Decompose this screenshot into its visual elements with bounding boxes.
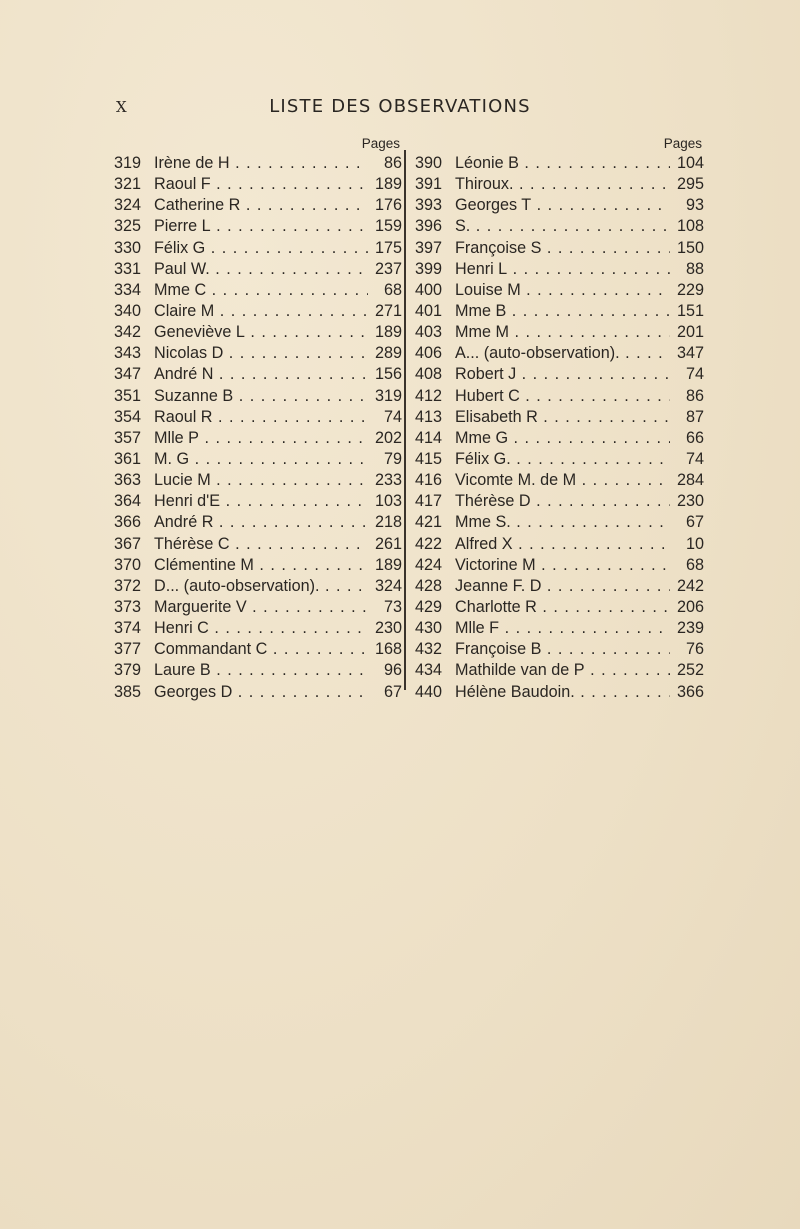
observation-number: 432: [415, 640, 443, 659]
list-item: [415, 597, 704, 618]
observation-number: 393: [415, 196, 443, 215]
observation-number: 415: [415, 449, 443, 468]
column-divider: [404, 150, 406, 690]
page-reference: 159: [374, 217, 402, 236]
person-name: D... (auto-observation). . . .: [154, 576, 368, 597]
person-name: Suzanne B . . .: [154, 386, 368, 407]
page-reference: 239: [676, 619, 704, 638]
page-reference: 66: [685, 428, 704, 447]
person-name: Mathilde van de P . . .: [455, 660, 670, 681]
observation-number: 397: [415, 238, 443, 257]
observation-number: 363: [114, 471, 142, 490]
list-item: [415, 512, 704, 533]
person-name: Catherine R . . .: [154, 195, 368, 216]
observation-number: 342: [114, 323, 142, 342]
observation-number: 330: [114, 238, 142, 257]
observation-number: 357: [114, 428, 142, 447]
person-name: Mlle P . . .: [154, 428, 368, 449]
person-name: Robert J . . .: [455, 364, 670, 385]
person-name: Raoul R . . .: [154, 407, 368, 428]
page-reference: 261: [374, 534, 402, 553]
observation-number: 334: [114, 280, 142, 299]
observation-number: 390: [415, 154, 443, 172]
observation-number: 416: [415, 471, 443, 490]
page-reference: 86: [383, 154, 402, 172]
page-reference: 67: [383, 682, 402, 701]
person-name: Clémentine M . . .: [154, 555, 368, 576]
page-reference: 74: [685, 449, 704, 468]
page-reference: 86: [685, 386, 704, 405]
person-name: Commandant C . . .: [154, 639, 368, 660]
person-name: Léonie B . . .: [455, 153, 670, 174]
list-item: [415, 301, 704, 322]
person-name: Paul W. . . .: [154, 259, 368, 280]
person-name: André R . . .: [154, 512, 368, 533]
person-name: Charlotte R . . .: [455, 597, 670, 618]
list-item: [415, 555, 704, 576]
page-reference: 189: [374, 555, 402, 574]
observation-number: 379: [114, 661, 142, 680]
pages-column-header: Pages: [361, 136, 400, 151]
observation-number: 325: [114, 217, 142, 236]
page-reference: 88: [685, 259, 704, 278]
person-name: Thérèse D . . .: [455, 491, 670, 512]
running-head: LISTE DES OBSERVATIONS: [269, 96, 531, 117]
page-reference: 74: [383, 407, 402, 426]
person-name: Raoul F . . .: [154, 174, 368, 195]
observation-number: 414: [415, 428, 443, 447]
observation-number: 424: [415, 555, 443, 574]
list-item: [114, 512, 402, 533]
list-item: [114, 682, 402, 703]
list-item: [415, 174, 704, 195]
observation-number: 413: [415, 407, 443, 426]
left-entry-list: [114, 153, 402, 703]
person-name: Alfred X . . .: [455, 534, 670, 555]
page-reference: 271: [374, 301, 402, 320]
page-reference: 93: [685, 196, 704, 215]
person-name: Mme S. . . .: [455, 512, 670, 533]
page-reference: 68: [685, 555, 704, 574]
person-name: Georges T . . .: [455, 195, 670, 216]
person-name: Henri d'E . . .: [154, 491, 368, 512]
page-reference: 10: [685, 534, 704, 553]
page-reference: 229: [676, 280, 704, 299]
right-column: [415, 135, 704, 703]
page-reference: 206: [676, 597, 704, 616]
list-item: [415, 280, 704, 301]
observation-number: 343: [114, 344, 142, 363]
list-item: [114, 238, 402, 259]
page-reference: 175: [374, 238, 402, 257]
observation-number: 367: [114, 534, 142, 553]
observation-number: 428: [415, 576, 443, 595]
list-item: [415, 660, 704, 681]
person-name: S. . . .: [455, 216, 670, 237]
person-name: M. G . . .: [154, 449, 368, 470]
person-name: Pierre L . . .: [154, 216, 368, 237]
page-reference: 218: [374, 513, 402, 532]
observation-number: 400: [415, 280, 443, 299]
person-name: Françoise S . . .: [455, 238, 670, 259]
list-item: [114, 470, 402, 491]
page-reference: 108: [676, 217, 704, 236]
person-name: Thérèse C . . .: [154, 534, 368, 555]
page-reference: 347: [676, 344, 704, 363]
list-item: [114, 449, 402, 470]
observation-number: 399: [415, 259, 443, 278]
list-item: [415, 364, 704, 385]
person-name: Hélène Baudoin. . . .: [455, 682, 670, 703]
list-item: [114, 301, 402, 322]
page-reference: 202: [374, 428, 402, 447]
person-name: Mlle F . . .: [455, 618, 670, 639]
person-name: Mme G . . .: [455, 428, 670, 449]
list-item: [114, 216, 402, 237]
page-reference: 67: [685, 513, 704, 532]
list-item: [114, 576, 402, 597]
page-reference: 151: [676, 301, 704, 320]
observation-number: 370: [114, 555, 142, 574]
observation-number: 366: [114, 513, 142, 532]
page-reference: 319: [374, 386, 402, 405]
list-item: [415, 343, 704, 364]
observation-number: 319: [114, 154, 142, 172]
observation-number: 421: [415, 513, 443, 532]
left-column: [114, 135, 402, 703]
page-reference: 73: [383, 597, 402, 616]
list-item: [415, 216, 704, 237]
page-reference: 252: [676, 661, 704, 680]
observation-number: 401: [415, 301, 443, 320]
list-item: [415, 259, 704, 280]
person-name: Nicolas D . . .: [154, 343, 368, 364]
page-reference: 295: [676, 175, 704, 194]
observation-number: 351: [114, 386, 142, 405]
observation-number: 347: [114, 365, 142, 384]
observation-number: 434: [415, 661, 443, 680]
page-reference: 189: [374, 175, 402, 194]
list-item: [415, 195, 704, 216]
observation-number: 331: [114, 259, 142, 278]
list-item: [415, 618, 704, 639]
person-name: Françoise B . . .: [455, 639, 670, 660]
observation-number: 440: [415, 682, 443, 701]
page-reference: 79: [383, 449, 402, 468]
list-item: [114, 195, 402, 216]
page-reference: 230: [374, 619, 402, 638]
person-name: André N . . .: [154, 364, 368, 385]
list-item: [114, 259, 402, 280]
list-item: [114, 534, 402, 555]
observation-number: 429: [415, 597, 443, 616]
observation-number: 391: [415, 175, 443, 194]
list-item: [415, 470, 704, 491]
right-entry-list: [415, 153, 704, 703]
observation-number: 321: [114, 175, 142, 194]
page-reference: 168: [374, 640, 402, 659]
observation-number: 364: [114, 492, 142, 511]
list-item: [114, 153, 402, 174]
observation-number: 422: [415, 534, 443, 553]
page-reference: 68: [383, 280, 402, 299]
list-item: [114, 597, 402, 618]
list-item: [415, 407, 704, 428]
observation-number: 361: [114, 449, 142, 468]
observation-number: 396: [415, 217, 443, 236]
observation-number: 340: [114, 301, 142, 320]
list-item: [415, 322, 704, 343]
observation-number: 377: [114, 640, 142, 659]
person-name: Geneviève L . . .: [154, 322, 368, 343]
list-item: [114, 386, 402, 407]
page-reference: 103: [374, 492, 402, 511]
person-name: Mme M . . .: [455, 322, 670, 343]
list-item: [114, 428, 402, 449]
person-name: Mme C . . .: [154, 280, 368, 301]
page-number: X: [116, 98, 127, 116]
person-name: A... (auto-observation). . . .: [455, 343, 670, 364]
list-item: [415, 428, 704, 449]
page-reference: 74: [685, 365, 704, 384]
page-reference: 201: [676, 323, 704, 342]
page-reference: 237: [374, 259, 402, 278]
page-reference: 87: [685, 407, 704, 426]
list-item: [114, 364, 402, 385]
page-reference: 150: [676, 238, 704, 257]
observation-number: 412: [415, 386, 443, 405]
list-item: [415, 386, 704, 407]
observation-number: 430: [415, 619, 443, 638]
page-reference: 76: [685, 640, 704, 659]
page-reference: 366: [676, 682, 704, 701]
person-name: Victorine M . . .: [455, 555, 670, 576]
list-item: [415, 153, 704, 174]
person-name: Marguerite V . . .: [154, 597, 368, 618]
observation-number: 374: [114, 619, 142, 638]
page-reference: 284: [676, 471, 704, 490]
person-name: Henri L . . .: [455, 259, 670, 280]
person-name: Irène de H . . .: [154, 153, 368, 174]
person-name: Mme B . . .: [455, 301, 670, 322]
observation-number: 403: [415, 323, 443, 342]
person-name: Félix G. . . .: [455, 449, 670, 470]
observation-number: 417: [415, 492, 443, 511]
person-name: Claire M . . .: [154, 301, 368, 322]
page-reference: 242: [676, 576, 704, 595]
list-item: [415, 639, 704, 660]
person-name: Henri C . . .: [154, 618, 368, 639]
observation-number: 372: [114, 576, 142, 595]
list-item: [415, 238, 704, 259]
person-name: Louise M . . .: [455, 280, 670, 301]
page-reference: 324: [374, 576, 402, 595]
person-name: Vicomte M. de M . . .: [455, 470, 670, 491]
list-item: [114, 491, 402, 512]
list-item: [415, 491, 704, 512]
person-name: Félix G . . .: [154, 238, 368, 259]
list-item: [415, 449, 704, 470]
list-item: [114, 280, 402, 301]
list-item: [114, 639, 402, 660]
list-item: [114, 174, 402, 195]
page-reference: 96: [383, 661, 402, 680]
person-name: Lucie M . . .: [154, 470, 368, 491]
pages-column-header: Pages: [663, 136, 702, 151]
person-name: Laure B . . .: [154, 660, 368, 681]
observation-number: 408: [415, 365, 443, 384]
list-item: [415, 682, 704, 703]
person-name: Hubert C . . .: [455, 386, 670, 407]
observation-number: 373: [114, 597, 142, 616]
page-reference: 104: [676, 154, 704, 172]
page-reference: 289: [374, 344, 402, 363]
person-name: Jeanne F. D . . .: [455, 576, 670, 597]
observation-number: 354: [114, 407, 142, 426]
observation-number: 324: [114, 196, 142, 215]
list-item: [114, 407, 402, 428]
observation-number: 406: [415, 344, 443, 363]
observation-number: 385: [114, 682, 142, 701]
person-name: Elisabeth R . . .: [455, 407, 670, 428]
list-item: [415, 534, 704, 555]
list-item: [114, 618, 402, 639]
page-reference: 176: [374, 196, 402, 215]
person-name: Georges D . . .: [154, 682, 368, 703]
page-reference: 233: [374, 471, 402, 490]
list-item: [114, 343, 402, 364]
page-reference: 230: [676, 492, 704, 511]
page-reference: 156: [374, 365, 402, 384]
list-item: [114, 555, 402, 576]
list-item: [114, 322, 402, 343]
person-name: Thiroux. . . .: [455, 174, 670, 195]
page-reference: 189: [374, 323, 402, 342]
list-item: [114, 660, 402, 681]
list-item: [415, 576, 704, 597]
